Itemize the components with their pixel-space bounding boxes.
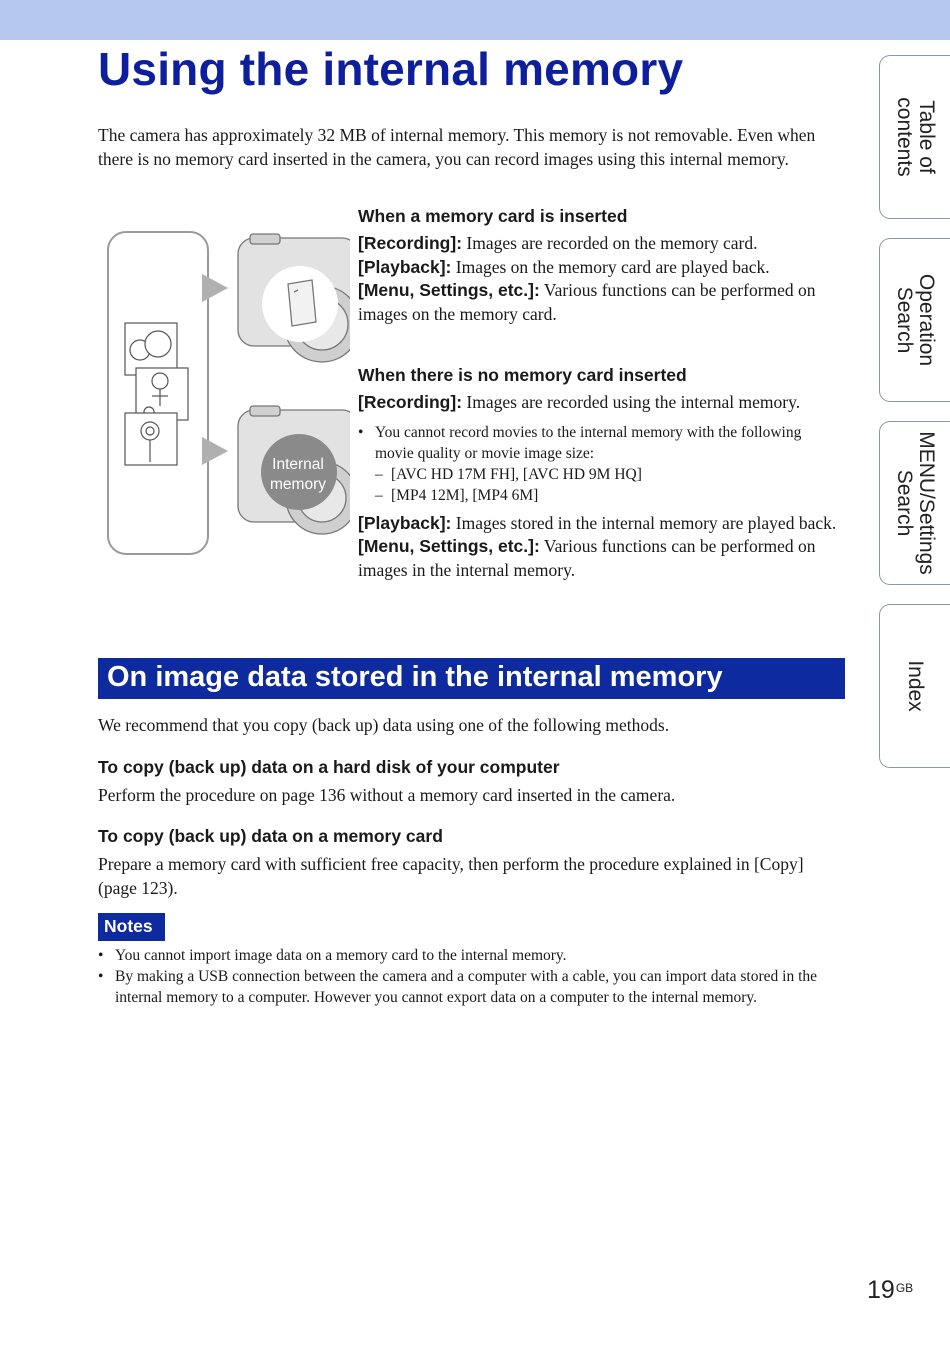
- nocard-menu-label: [Menu, Settings, etc.]:: [358, 536, 540, 556]
- nocard-playback-label: [Playback]:: [358, 512, 452, 533]
- card-menu-label: [Menu, Settings, etc.]:: [358, 280, 540, 300]
- nocard-playback: [358, 512, 838, 536]
- nocard-bullet-text: You cannot record movies to the internal memory with the following movie quality or movie image size:: [375, 423, 802, 462]
- card-menu-text: Various functions can be performed on images on the memory card.: [358, 280, 816, 324]
- tab-operation-line2: Search: [893, 286, 916, 354]
- internal-label-line1: Internal: [272, 456, 324, 473]
- no-card-block: [358, 365, 838, 582]
- page-number-suffix: GB: [895, 1281, 914, 1295]
- note-item: • By making a USB connection between the camera and a computer with a cable, you can import data stored in the internal memory to a computer. However you cannot export data on a computer to the internal memory.: [98, 968, 818, 1006]
- card-inserted-block: [358, 206, 838, 326]
- recommend-text: We recommend that you copy (back up) data using one of the following methods.: [98, 715, 670, 735]
- nocard-sub-item-1: [AVC HD 17M FH], [AVC HD 9M HQ]: [391, 465, 642, 483]
- nocard-recording: [358, 391, 838, 415]
- page-number: [867, 1276, 912, 1305]
- notes-badge: [98, 913, 165, 941]
- copy-hdd-heading: To copy (back up) data on a hard disk of your computer: [98, 757, 560, 777]
- intro-paragraph: The camera has approximately 32 MB of internal memory. This memory is not removable. Even when there is no memory card inserted in the camera, you can record images using this internal memory.: [98, 125, 816, 169]
- arrow-to-internal-icon: [202, 437, 228, 465]
- note-item-2: By making a USB connection between the camera and a computer with a cable, you can import data stored in the internal memory to a computer. However you cannot export data on a computer to the internal memory.: [115, 968, 818, 1006]
- copy-card-heading: To copy (back up) data on a memory card: [98, 826, 443, 846]
- section-heading-bar: [98, 658, 845, 699]
- nocard-sub-item: – [MP4 12M], [MP4 6M]: [375, 486, 539, 504]
- arrow-to-card-icon: [202, 274, 228, 302]
- tab-table-of-contents[interactable]: [879, 55, 950, 219]
- card-recording-label: [Recording]:: [358, 233, 463, 253]
- nocard-recording-text: Images are recorded using the internal memory.: [462, 392, 801, 412]
- section-heading: On image data stored in the internal memory: [107, 661, 723, 693]
- card-menu: [358, 279, 838, 326]
- internal-memory-label: [258, 455, 338, 495]
- tab-operation-line1: Operation: [915, 273, 938, 367]
- internal-label-line2: memory: [270, 476, 326, 493]
- tab-index-line1: Index: [904, 660, 927, 712]
- note-item: • You cannot import image data on a memory card to the internal memory.: [98, 947, 567, 964]
- tab-toc-line1: Table of: [915, 100, 938, 174]
- nocard-playback-text: Images stored in the internal memory are played back.: [451, 512, 837, 533]
- page-number-value: 19: [867, 1276, 895, 1304]
- card-playback-text: Images on the memory card are played back.: [451, 256, 770, 277]
- nocard-menu: [358, 535, 838, 582]
- top-band: [0, 0, 950, 40]
- tab-index[interactable]: [879, 604, 950, 768]
- memory-illustration: [100, 226, 350, 566]
- nocard-sub-item: – [AVC HD 17M FH], [AVC HD 9M HQ]: [375, 465, 642, 483]
- copy-hdd-text: Perform the procedure on page 136 without a memory card inserted in the camera.: [98, 785, 676, 805]
- notes-label: Notes: [104, 916, 153, 936]
- nocard-recording-label: [Recording]:: [358, 392, 463, 412]
- note-item-1: You cannot import image data on a memory card to the internal memory.: [115, 947, 567, 964]
- card-recording: [358, 232, 838, 256]
- card-inserted-heading: When a memory card is inserted: [358, 206, 628, 226]
- tab-menu-line1: MENU/Settings: [915, 431, 938, 575]
- notes-list: [98, 945, 833, 1008]
- tab-menu-line2: Search: [893, 469, 916, 537]
- no-card-heading: When there is no memory card inserted: [358, 365, 687, 385]
- tab-menu-settings-search[interactable]: [879, 421, 950, 585]
- nocard-menu-text: Various functions can be performed on images in the internal memory.: [358, 536, 816, 580]
- card-playback: [358, 256, 838, 280]
- copy-card-text: Prepare a memory card with sufficient free capacity, then perform the procedure explained in [Copy] (page 123).: [98, 854, 804, 898]
- page-title: Using the internal memory: [98, 43, 684, 95]
- tab-toc-line2: contents: [893, 97, 916, 177]
- tab-operation-search[interactable]: [879, 238, 950, 402]
- memory-card-icon: [288, 280, 316, 326]
- nocard-sub-item-2: [MP4 12M], [MP4 6M]: [391, 486, 539, 504]
- card-playback-label: [Playback]:: [358, 256, 452, 277]
- card-recording-text: Images are recorded on the memory card.: [462, 233, 758, 253]
- nocard-bullet: • You cannot record movies to the internal memory with the following movie quality or movie image size:: [358, 423, 802, 462]
